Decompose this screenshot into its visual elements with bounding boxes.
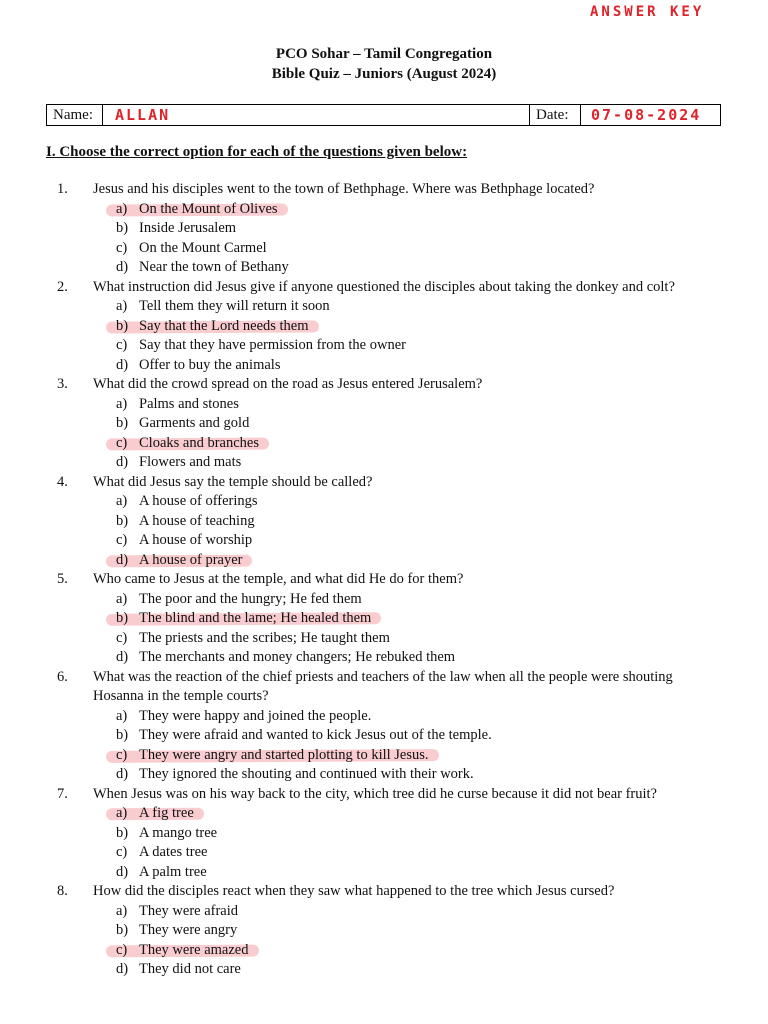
- answer-option: [0, 434, 768, 454]
- option-text: A house of prayer: [139, 551, 243, 568]
- option-letter: c): [116, 337, 128, 353]
- option-text: The poor and the hungry; He fed them: [139, 590, 362, 607]
- option-letter: d): [116, 454, 129, 470]
- option-letter: b): [116, 415, 129, 431]
- answer-option: [0, 395, 768, 415]
- option-text: A house of worship: [139, 532, 253, 548]
- option-letter: a): [116, 298, 128, 314]
- option-letter: c): [116, 434, 128, 451]
- question-number: 6.: [57, 668, 68, 685]
- option-text: The priests and the scribes; He taught them: [139, 629, 390, 646]
- question-text: What did Jesus say the temple should be called?: [93, 473, 373, 490]
- answer-option: [0, 941, 768, 961]
- question-item: [0, 570, 768, 668]
- option-letter: c): [116, 629, 128, 646]
- option-text: Cloaks and branches: [139, 434, 259, 451]
- question-number: 4.: [57, 473, 68, 490]
- answer-option: [0, 843, 768, 863]
- answer-option: [0, 512, 768, 532]
- answer-option: [0, 317, 768, 337]
- question-number: 8.: [57, 883, 68, 899]
- option-letter: b): [116, 512, 129, 529]
- option-letter: b): [116, 727, 129, 743]
- question-item: [0, 882, 768, 980]
- question-list: [0, 180, 768, 980]
- option-letter: a): [116, 200, 128, 217]
- answer-option: [0, 239, 768, 259]
- option-text: A house of offerings: [139, 493, 258, 509]
- option-letter: a): [116, 707, 128, 724]
- answer-option: [0, 258, 768, 278]
- option-text: Garments and gold: [139, 415, 250, 431]
- question-number: 3.: [57, 376, 68, 392]
- answer-option: [0, 824, 768, 844]
- option-letter: d): [116, 863, 129, 880]
- question-item: [0, 668, 768, 785]
- document-title: [0, 44, 768, 84]
- option-text: A fig tree: [139, 805, 194, 821]
- option-text: They were afraid: [139, 902, 239, 919]
- option-text: Offer to buy the animals: [139, 356, 281, 373]
- title-line-2: Bible Quiz – Juniors (August 2024): [271, 66, 497, 82]
- option-letter: b): [116, 220, 129, 236]
- name-value: ALLAN: [103, 105, 530, 125]
- option-text: A house of teaching: [139, 512, 255, 529]
- answer-option: [0, 200, 768, 220]
- option-letter: d): [116, 961, 129, 977]
- option-letter: d): [116, 649, 129, 665]
- answer-option: [0, 609, 768, 629]
- question-text: When Jesus was on his way back to the city, which tree did he curse because it did not bear fruit?: [93, 785, 657, 802]
- option-text: They did not care: [139, 961, 241, 977]
- option-text: On the Mount of Olives: [139, 200, 278, 217]
- option-letter: c): [116, 941, 128, 958]
- question-item: [0, 785, 768, 883]
- option-letter: a): [116, 395, 128, 412]
- option-letter: a): [116, 902, 128, 919]
- answer-option: [0, 863, 768, 883]
- option-letter: a): [116, 493, 128, 509]
- answer-option: [0, 453, 768, 473]
- option-text: Say that the Lord needs them: [139, 317, 309, 334]
- answer-option: [0, 746, 768, 766]
- option-text: Flowers and mats: [139, 454, 242, 470]
- option-letter: c): [116, 532, 128, 548]
- answer-option: [0, 297, 768, 317]
- question-item: [0, 375, 768, 473]
- option-text: Tell them they will return it soon: [139, 298, 330, 314]
- name-label: Name:: [47, 105, 103, 125]
- answer-option: [0, 648, 768, 668]
- option-letter: b): [116, 922, 129, 938]
- option-letter: d): [116, 356, 129, 373]
- title-line-1: PCO Sohar – Tamil Congregation: [275, 46, 493, 62]
- option-letter: b): [116, 610, 129, 626]
- question-text: What did the crowd spread on the road as Jesus entered Jerusalem?: [93, 376, 483, 392]
- question-item: [0, 278, 768, 376]
- answer-option: [0, 629, 768, 649]
- option-text: They were angry and started plotting to kill Jesus.: [139, 746, 429, 763]
- option-text: A mango tree: [139, 824, 218, 841]
- answer-option: [0, 531, 768, 551]
- option-text: Palms and stones: [139, 395, 239, 412]
- option-letter: b): [116, 824, 129, 841]
- option-text: A dates tree: [139, 844, 208, 860]
- question-text: Jesus and his disciples went to the town of Bethphage. Where was Bethphage located?: [93, 181, 595, 197]
- question-text: What was the reaction of the chief priests and teachers of the law when all the people were shouting Hosanna in the temple courts?: [93, 668, 673, 704]
- option-letter: d): [116, 259, 129, 275]
- answer-option: [0, 902, 768, 922]
- answer-option: [0, 921, 768, 941]
- date-value: 07-08-2024: [591, 106, 702, 124]
- option-text: The blind and the lame; He healed them: [139, 610, 372, 626]
- option-letter: a): [116, 590, 128, 607]
- option-text: They were angry: [139, 922, 238, 938]
- answer-option: [0, 219, 768, 239]
- answer-option: [0, 414, 768, 434]
- question-text: What instruction did Jesus give if anyone questioned the disciples about taking the donkey and colt?: [93, 278, 675, 295]
- option-text: A palm tree: [139, 863, 207, 880]
- option-text: Near the town of Bethany: [139, 259, 289, 275]
- question-item: [0, 180, 768, 278]
- option-text: They were amazed: [139, 941, 249, 958]
- option-letter: d): [116, 766, 129, 782]
- option-letter: c): [116, 239, 128, 256]
- option-letter: b): [116, 317, 129, 334]
- answer-option: [0, 726, 768, 746]
- answer-option: [0, 804, 768, 824]
- question-item: [0, 473, 768, 571]
- answer-option: [0, 960, 768, 980]
- question-number: 2.: [57, 278, 68, 295]
- section-heading: I. Choose the correct option for each of the questions given below:: [46, 144, 468, 160]
- name-date-table: [46, 104, 721, 126]
- answer-option: [0, 590, 768, 610]
- question-text: How did the disciples react when they saw what happened to the tree which Jesus cursed?: [93, 883, 615, 899]
- option-letter: c): [116, 746, 128, 763]
- option-text: Inside Jerusalem: [139, 220, 237, 236]
- answer-option: [0, 707, 768, 727]
- option-letter: c): [116, 844, 128, 860]
- question-number: 1.: [57, 181, 68, 197]
- answer-key-label: ANSWER KEY: [590, 4, 705, 20]
- question-number: 5.: [57, 571, 68, 587]
- answer-option: [0, 765, 768, 785]
- answer-option: [0, 551, 768, 571]
- question-number: 7.: [57, 785, 68, 802]
- date-label: Date:: [530, 105, 581, 125]
- option-text: They ignored the shouting and continued with their work.: [139, 766, 474, 782]
- option-text: They were happy and joined the people.: [139, 707, 372, 724]
- answer-option: [0, 356, 768, 376]
- answer-option: [0, 336, 768, 356]
- option-text: On the Mount Carmel: [139, 239, 267, 256]
- answer-option: [0, 492, 768, 512]
- option-text: Say that they have permission from the owner: [139, 337, 406, 353]
- option-letter: d): [116, 551, 129, 568]
- option-letter: a): [116, 805, 128, 821]
- question-text: Who came to Jesus at the temple, and what did He do for them?: [93, 571, 464, 587]
- option-text: They were afraid and wanted to kick Jesus out of the temple.: [139, 727, 492, 743]
- option-text: The merchants and money changers; He rebuked them: [139, 649, 456, 665]
